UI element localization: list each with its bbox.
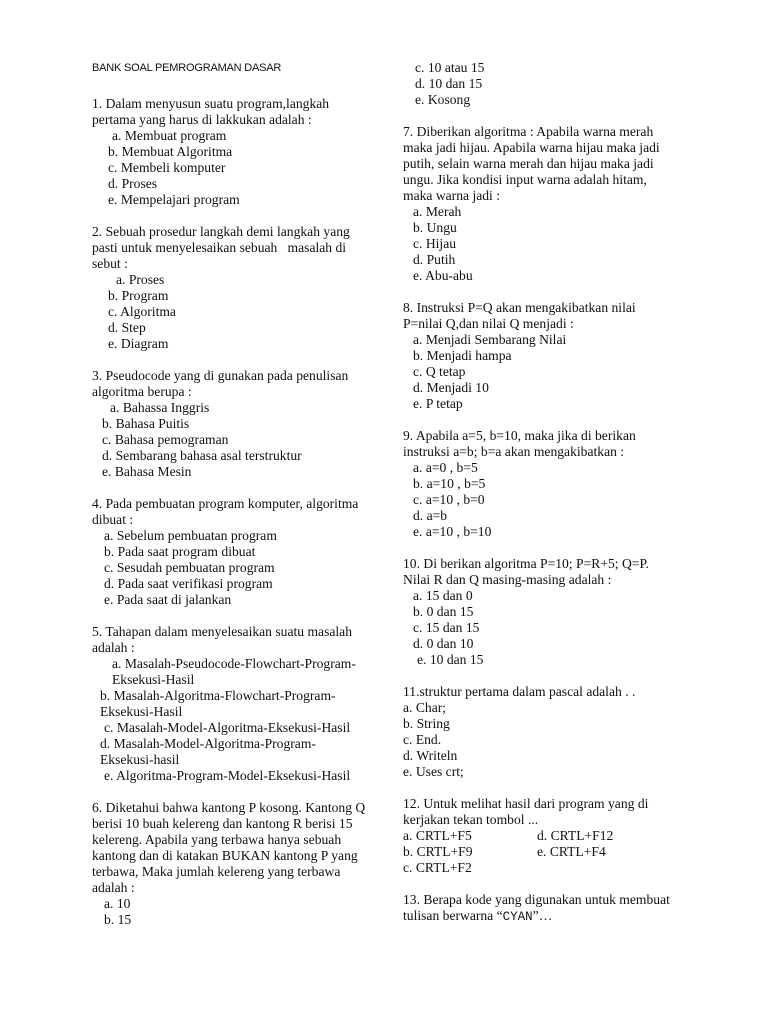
option-b: b. String xyxy=(403,716,450,731)
right-column xyxy=(403,60,703,941)
option-a: a. Proses xyxy=(116,272,165,287)
left-column xyxy=(92,58,382,944)
option-c: c. a=10 , b=0 xyxy=(413,492,485,507)
question-2 xyxy=(92,224,382,352)
option-a: a. Menjadi Sembarang Nilai xyxy=(413,332,567,347)
question-13 xyxy=(403,892,703,925)
option-a: a. Sebelum pembuatan program xyxy=(104,528,277,543)
option-a: a. Char; xyxy=(403,700,447,715)
code-word: CYAN xyxy=(502,910,533,924)
question-8 xyxy=(403,300,703,412)
option-a: a. a=0 , b=5 xyxy=(413,460,478,475)
question-stem: 3. Pseudocode yang di gunakan pada penulisan algoritma berupa : xyxy=(92,368,349,399)
question-12 xyxy=(403,796,703,876)
question-11 xyxy=(403,684,703,780)
option-e: e. Diagram xyxy=(108,336,169,351)
question-10 xyxy=(403,556,703,668)
option-d: d. Pada saat verifikasi program xyxy=(104,576,273,591)
option-a: a. Masalah-Pseudocode-Flowchart-Program- Eksekusi-Hasil xyxy=(112,656,356,687)
option-b: b. a=10 , b=5 xyxy=(413,476,486,491)
option-b: b. Ungu xyxy=(413,220,457,235)
question-stem: 6. Diketahui bahwa kantong P kosong. Kantong Q berisi 10 buah kelereng dan kantong R berisi 15 kelereng. Apabila yang terbawa hanya sebuah kantong dan di katakan BUKAN kantong P yang terbawa, Maka jumlah kelereng yang terbawa adalah : xyxy=(92,800,366,895)
option-b: b. Menjadi hampa xyxy=(413,348,512,363)
question-stem: 11.struktur pertama dalam pascal adalah . . xyxy=(403,684,636,699)
option-c: c. Algoritma xyxy=(108,304,176,319)
option-d: d. a=b xyxy=(413,508,448,523)
option-e: e. Abu-abu xyxy=(413,268,473,283)
option-b: b. Bahasa Puitis xyxy=(102,416,190,431)
option-d: d. CRTL+F12 xyxy=(537,828,614,843)
question-stem: 5. Tahapan dalam menyelesaikan suatu masalah adalah : xyxy=(92,624,353,655)
question-9 xyxy=(403,428,703,540)
option-e: e. Algoritma-Program-Model-Eksekusi-Hasil xyxy=(104,768,351,783)
option-a: a. 15 dan 0 xyxy=(413,588,473,603)
option-c: c. 15 dan 15 xyxy=(413,620,480,635)
question-4 xyxy=(92,496,382,608)
question-stem: 4. Pada pembuatan program komputer, algoritma dibuat : xyxy=(92,496,359,527)
option-c: c. Sesudah pembuatan program xyxy=(104,560,275,575)
question-stem: 2. Sebuah prosedur langkah demi langkah yang pasti untuk menyelesaikan sebuah masalah di sebut : xyxy=(92,224,350,271)
question-stem: 1. Dalam menyusun suatu program,langkah pertama yang harus di lakkukan adalah : xyxy=(92,96,330,127)
option-c: c. Bahasa pemograman xyxy=(102,432,229,447)
question-stem-text: 13. Berapa kode yang digunakan untuk membuat tulisan berwarna “ xyxy=(403,892,670,923)
option-d: d. Step xyxy=(108,320,146,335)
option-b: b. CRTL+F9 xyxy=(403,844,473,859)
question-6 xyxy=(92,800,382,928)
option-e: e. Bahasa Mesin xyxy=(102,464,192,479)
option-b: b. Masalah-Algoritma-Flowchart-Program- Eksekusi-Hasil xyxy=(100,688,336,719)
option-e: e. Mempelajari program xyxy=(108,192,240,207)
option-c: c. 10 atau 15 xyxy=(415,60,485,75)
document-title: BANK SOAL PEMROGRAMAN DASAR xyxy=(92,62,282,74)
option-e: e. 10 dan 15 xyxy=(417,652,484,667)
option-grid xyxy=(403,828,703,876)
option-b: b. Pada saat program dibuat xyxy=(104,544,256,559)
question-5 xyxy=(92,624,382,784)
option-d: d. 0 dan 10 xyxy=(413,636,474,651)
option-a: a. Membuat program xyxy=(112,128,227,143)
option-d: d. Masalah-Model-Algoritma-Program- Eksekusi-hasil xyxy=(100,736,316,767)
option-b: b. Membuat Algoritma xyxy=(108,144,233,159)
option-d: d. Proses xyxy=(108,176,158,191)
option-e: e. Uses crt; xyxy=(403,764,464,779)
question-stem xyxy=(403,892,703,925)
question-stem: 12. Untuk melihat hasil dari program yang di kerjakan tekan tombol ... xyxy=(403,796,649,827)
option-b: b. 15 xyxy=(104,912,132,927)
option-b: b. 0 dan 15 xyxy=(413,604,474,619)
option-c: c. CRTL+F2 xyxy=(403,860,472,875)
option-a: a. Merah xyxy=(413,204,462,219)
option-d: d. 10 dan 15 xyxy=(415,76,483,91)
option-c: c. Membeli komputer xyxy=(108,160,226,175)
question-stem: 8. Instruksi P=Q akan mengakibatkan nilai P=nilai Q,dan nilai Q menjadi : xyxy=(403,300,636,331)
question-3 xyxy=(92,368,382,480)
option-c: c. Masalah-Model-Algoritma-Eksekusi-Hasil xyxy=(104,720,351,735)
option-c: c. Hijau xyxy=(413,236,457,251)
question-stem: 10. Di berikan algoritma P=10; P=R+5; Q=P. Nilai R dan Q masing-masing adalah : xyxy=(403,556,649,587)
question-1 xyxy=(92,96,382,208)
option-d: d. Putih xyxy=(413,252,456,267)
option-e: e. a=10 , b=10 xyxy=(413,524,492,539)
question-6-continued xyxy=(403,60,703,108)
option-a: a. Bahassa Inggris xyxy=(110,400,210,415)
question-stem: 7. Diberikan algoritma : Apabila warna merah maka jadi hijau. Apabila warna hijau maka jadi putih, selain warna merah dan hijau maka jadi ungu. Jika kondisi input warna adalah hitam, maka warna jadi : xyxy=(403,124,660,203)
option-e: e. Pada saat di jalankan xyxy=(104,592,232,607)
option-c: c. Q tetap xyxy=(413,364,466,379)
option-c: c. End. xyxy=(403,732,442,747)
question-stem-end: ”… xyxy=(532,908,553,923)
question-stem: 9. Apabila a=5, b=10, maka jika di berikan instruksi a=b; b=a akan mengakibatkan : xyxy=(403,428,636,459)
option-d: d. Sembarang bahasa asal terstruktur xyxy=(102,448,302,463)
option-a: a. CRTL+F5 xyxy=(403,828,472,843)
option-a: a. 10 xyxy=(104,896,131,911)
option-d: d. Menjadi 10 xyxy=(413,380,489,395)
option-b: b. Program xyxy=(108,288,169,303)
option-e: e. CRTL+F4 xyxy=(537,844,606,859)
option-e: e. Kosong xyxy=(415,92,471,107)
option-e: e. P tetap xyxy=(413,396,463,411)
option-d: d. Writeln xyxy=(403,748,458,763)
question-7 xyxy=(403,124,703,284)
